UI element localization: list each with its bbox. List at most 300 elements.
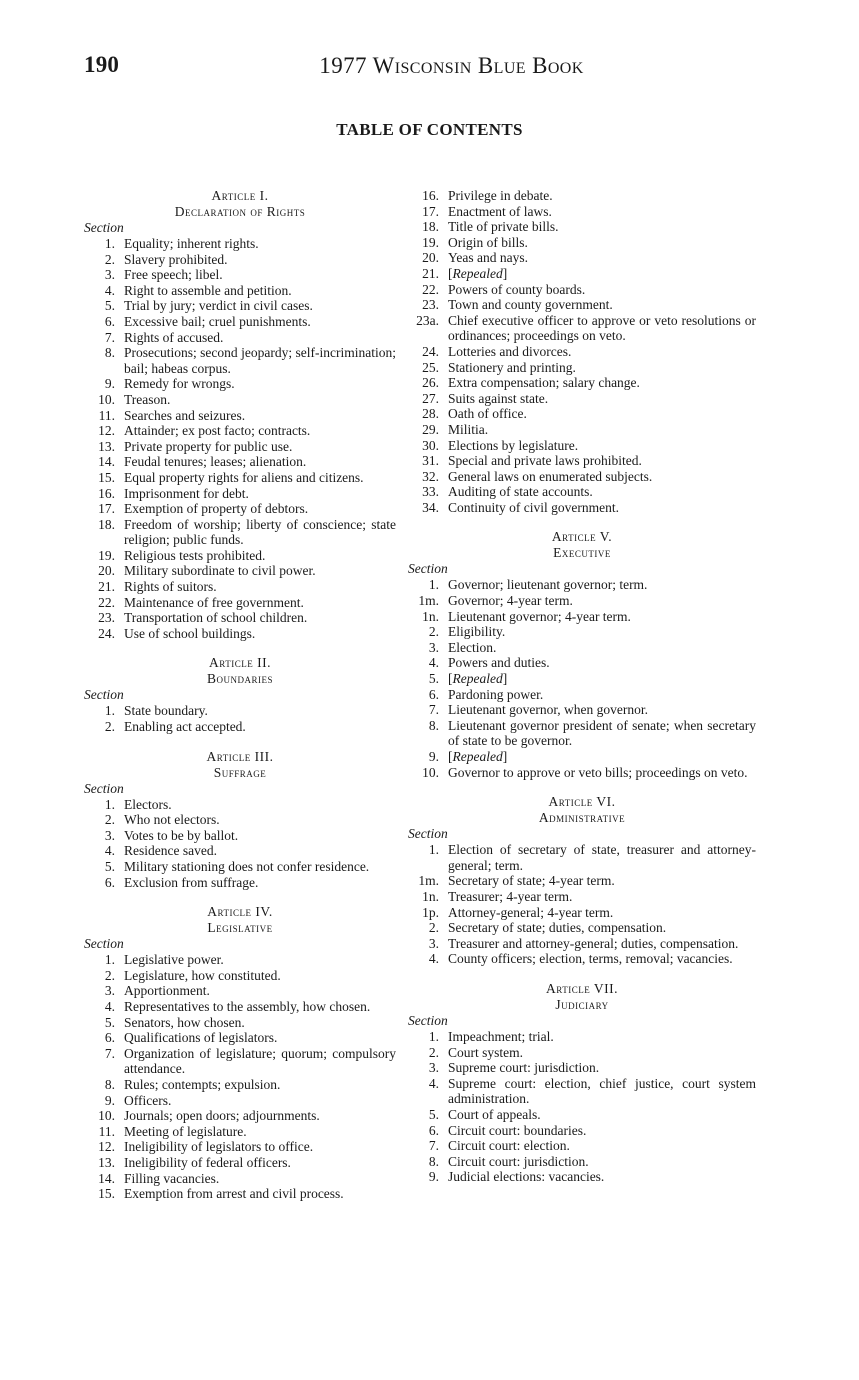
spacer [408, 780, 756, 794]
section-entry-list [84, 952, 396, 1202]
toc-entry-title: Governor to approve or veto bills; proceedings on veto. [448, 764, 748, 780]
toc-entry-number: 5. [428, 1106, 439, 1122]
toc-entry[interactable] [408, 422, 756, 438]
toc-entry[interactable] [408, 655, 756, 671]
running-title-year: 1977 [319, 53, 367, 78]
article-heading-number: Article VII. [546, 980, 618, 996]
toc-entry[interactable] [408, 204, 756, 220]
toc-entry-title: County officers; election, terms, removal; vacancies. [448, 951, 733, 967]
toc-entry-title: Military subordinate to civil power. [124, 563, 316, 579]
toc-entry-number: 5. [104, 1014, 115, 1030]
toc-entry-number: 17. [422, 203, 439, 219]
toc-entry-number: 9. [428, 749, 439, 764]
toc-entry-number: 4. [428, 655, 439, 671]
toc-entry-number: 6. [104, 313, 115, 329]
toc-entry-title: State boundary. [124, 703, 208, 719]
article-heading-name: Legislative [207, 920, 273, 936]
toc-entry-title: Religious tests prohibited. [124, 547, 266, 563]
toc-entry-number: 13. [98, 438, 115, 454]
toc-entry-title: Circuit court: jurisdiction. [448, 1153, 589, 1169]
toc-entry-number: 1. [428, 1028, 439, 1044]
toc-entry-title: Chief executive officer to approve or veto resolutions or ordinances; proceedings on veto. [448, 312, 756, 344]
toc-entry[interactable] [408, 920, 756, 936]
toc-entry[interactable] [408, 297, 756, 313]
toc-entry[interactable] [408, 313, 756, 344]
toc-entry-number: 1m. [418, 593, 439, 609]
article-heading [408, 794, 756, 826]
article-heading [408, 529, 756, 561]
section-entry-list [408, 842, 756, 967]
toc-entry[interactable] [408, 842, 756, 873]
toc-entry[interactable] [84, 1155, 396, 1171]
toc-entry-title: Continuity of civil government. [448, 499, 619, 515]
toc-entry[interactable] [84, 703, 396, 719]
toc-entry[interactable] [84, 470, 396, 486]
toc-entry[interactable] [408, 765, 756, 781]
toc-entry[interactable] [408, 438, 756, 454]
toc-entry-title: Suits against state. [448, 390, 549, 406]
toc-entry-title: Origin of bills. [448, 234, 528, 250]
toc-entry[interactable] [408, 609, 756, 625]
toc-entry-title: Officers. [124, 1092, 172, 1108]
spacer [84, 641, 396, 655]
toc-entry-number: 18. [422, 219, 439, 235]
toc-entry[interactable] [84, 314, 396, 330]
toc-entry-title: Exemption from arrest and civil process. [124, 1186, 344, 1202]
toc-entry-title: Legislature, how constituted. [124, 967, 281, 983]
toc-entry[interactable] [408, 951, 756, 967]
toc-entry-title: Powers of county boards. [448, 281, 586, 297]
toc-entry-number: 8. [428, 717, 439, 733]
section-entry-list [84, 703, 396, 734]
toc-entry-number: 9. [104, 1092, 115, 1108]
toc-entry[interactable] [408, 1107, 756, 1123]
toc-entry-number: 12. [98, 1139, 115, 1155]
toc-entry-title: Legislative power. [124, 952, 224, 968]
toc-entry-number: 25. [422, 359, 439, 375]
toc-entry-number: 23a. [416, 312, 439, 328]
spacer [84, 735, 396, 749]
toc-entry-number: 4. [104, 282, 115, 298]
toc-entry-number: 1p. [422, 904, 439, 920]
toc-entry-number: 15. [98, 469, 115, 485]
toc-entry[interactable] [84, 626, 396, 642]
toc-entry-number: 3. [104, 983, 115, 999]
toc-entry-number: 14. [98, 454, 115, 470]
toc-entry[interactable] [84, 875, 396, 891]
toc-entry[interactable] [84, 423, 396, 439]
toc-entry-number: 6. [428, 686, 439, 702]
toc-entry-number: 9. [428, 1169, 439, 1185]
toc-entry-number: 2. [104, 719, 115, 735]
toc-entry-number: 4. [104, 843, 115, 859]
toc-entry-number: 28. [422, 406, 439, 422]
toc-entry-title: Governor; lieutenant governor; term. [448, 577, 648, 593]
toc-entry[interactable] [408, 391, 756, 407]
toc-entry-number: 3. [104, 827, 115, 843]
toc-entry[interactable] [84, 548, 396, 564]
toc-entry-number: 5. [104, 298, 115, 314]
toc-entry-title: Treason. [124, 391, 171, 407]
toc-entry-title: Maintenance of free government. [124, 594, 304, 610]
toc-entry-title: Slavery prohibited. [124, 251, 228, 267]
toc-entry-title: Who not electors. [124, 812, 220, 828]
toc-entry-title: Free speech; libel. [124, 267, 223, 283]
toc-entry[interactable] [408, 1123, 756, 1139]
right-column [408, 188, 756, 1185]
toc-entry[interactable] [408, 250, 756, 266]
toc-entry[interactable] [408, 936, 756, 952]
toc-entry-title: Ineligibility of federal officers. [124, 1154, 291, 1170]
toc-entry[interactable] [84, 283, 396, 299]
toc-entry[interactable] [408, 344, 756, 360]
toc-entry[interactable] [84, 298, 396, 314]
toc-entry-title: [Repealed] [448, 749, 508, 764]
article-heading-number: Article IV. [207, 904, 273, 920]
toc-entry[interactable] [84, 330, 396, 346]
toc-entry-number: 2. [104, 812, 115, 828]
toc-entry-title: Journals; open doors; adjournments. [124, 1108, 320, 1124]
toc-entry-number: 1m. [418, 873, 439, 889]
toc-entry-number: 23. [98, 610, 115, 626]
toc-entry[interactable] [84, 579, 396, 595]
toc-entry-title: Supreme court: jurisdiction. [448, 1060, 600, 1076]
toc-entry-number: 10. [422, 764, 439, 780]
toc-entry[interactable] [84, 252, 396, 268]
toc-entry-number: 3. [428, 1060, 439, 1076]
toc-entry[interactable] [84, 859, 396, 875]
toc-entry-number: 18. [98, 516, 115, 532]
toc-entry-title: General laws on enumerated subjects. [448, 468, 653, 484]
page-number: 190 [84, 52, 120, 77]
toc-entry[interactable] [408, 889, 756, 905]
toc-entry[interactable] [84, 828, 396, 844]
toc-entry-number: 22. [98, 594, 115, 610]
toc-entry[interactable] [408, 687, 756, 703]
article-heading [84, 188, 396, 220]
toc-entry-number: 7. [428, 1138, 439, 1154]
toc-entry-title: Eligibility. [448, 624, 506, 640]
toc-entry[interactable] [84, 1186, 396, 1202]
toc-entry[interactable] [408, 577, 756, 593]
article-heading-name: Executive [553, 545, 611, 561]
toc-entry[interactable] [408, 484, 756, 500]
toc-entry-title: Court of appeals. [448, 1106, 541, 1122]
toc-entry-title: Elections by legislature. [448, 437, 579, 453]
toc-entry[interactable] [84, 236, 396, 252]
spacer [408, 967, 756, 981]
section-entry-list [408, 577, 756, 780]
toc-entry-number: 16. [422, 188, 439, 203]
toc-entry-title: Lieutenant governor, when governor. [448, 702, 649, 718]
toc-entry[interactable] [84, 952, 396, 968]
toc-entry-number: 3. [104, 267, 115, 283]
article-heading-name: Boundaries [206, 671, 273, 687]
toc-entry-number: 2. [428, 1044, 439, 1060]
toc-entry-title: Freedom of worship; liberty of conscience; state religion; public funds. [124, 516, 396, 548]
toc-entry-title: Circuit court: boundaries. [448, 1122, 587, 1138]
page-header [0, 52, 859, 86]
toc-entry[interactable] [84, 983, 396, 999]
toc-entry-title: Auditing of state accounts. [448, 484, 593, 500]
toc-entry-number: 19. [98, 547, 115, 563]
toc-entry[interactable] [408, 469, 756, 485]
toc-entry-number: 6. [104, 874, 115, 890]
toc-entry[interactable] [408, 624, 756, 640]
toc-entry[interactable] [408, 593, 756, 609]
toc-entry-number: 8. [428, 1153, 439, 1169]
toc-entry[interactable] [84, 843, 396, 859]
article-heading-name: Suffrage [213, 764, 267, 780]
toc-entry-title: Impeachment; trial. [448, 1028, 554, 1044]
toc-entry-title: Court system. [448, 1044, 524, 1060]
toc-entry-title: Supreme court: election, chief justice, court system administration. [448, 1075, 756, 1107]
toc-entry[interactable] [84, 610, 396, 626]
toc-entry-title: Imprisonment for debt. [124, 485, 249, 501]
toc-entry-number: 27. [422, 390, 439, 406]
toc-entry[interactable] [408, 453, 756, 469]
toc-entry[interactable] [84, 968, 396, 984]
article-heading-number: Article V. [551, 529, 613, 545]
toc-entry-number: 23. [422, 297, 439, 313]
toc-entry[interactable] [408, 1154, 756, 1170]
toc-entry-title: Excessive bail; cruel punishments. [124, 313, 311, 329]
section-label: Section [84, 687, 124, 703]
toc-entry-title: Rights of accused. [124, 329, 224, 345]
section-entry-list [84, 236, 396, 641]
toc-entry[interactable] [84, 797, 396, 813]
toc-entry-number: 2. [428, 920, 439, 936]
toc-entry-number: 17. [98, 501, 115, 517]
toc-entry-number: 22. [422, 281, 439, 297]
toc-entry-title: Secretary of state; duties, compensation. [448, 920, 667, 936]
toc-entry[interactable] [408, 749, 756, 765]
section-label: Section [84, 936, 124, 952]
toc-entry-title: Feudal tenures; leases; alienation. [124, 454, 307, 470]
section-entry-list [408, 188, 756, 515]
toc-entry[interactable] [84, 501, 396, 517]
section-entry-list [84, 797, 396, 891]
toc-entry-title: Private property for public use. [124, 438, 293, 454]
toc-entry[interactable] [84, 1077, 396, 1093]
toc-entry-number: 29. [422, 421, 439, 437]
toc-entry[interactable] [408, 266, 756, 282]
toc-entry-title: Rules; contempts; expulsion. [124, 1076, 281, 1092]
toc-entry-title: Trial by jury; verdict in civil cases. [124, 298, 313, 314]
toc-entry[interactable] [84, 812, 396, 828]
toc-entry[interactable] [84, 1015, 396, 1031]
toc-entry[interactable] [84, 392, 396, 408]
toc-entry-number: 19. [422, 234, 439, 250]
toc-entry-number: 7. [104, 1045, 115, 1061]
toc-entry-title: Votes to be by ballot. [124, 827, 239, 843]
toc-entry-number: 8. [104, 1076, 115, 1092]
toc-entry[interactable] [408, 188, 756, 204]
toc-entry-number: 13. [98, 1154, 115, 1170]
toc-entry-title: Secretary of state; 4-year term. [448, 873, 615, 889]
toc-entry-number: 30. [422, 437, 439, 453]
toc-entry-title: [Repealed] [448, 671, 508, 687]
running-title-text: Wisconsin Blue Book [372, 53, 584, 78]
toc-entry-title: Special and private laws prohibited. [448, 453, 642, 469]
article-heading-number: Article VI. [548, 794, 616, 810]
running-title [0, 53, 859, 79]
toc-entry[interactable] [84, 1108, 396, 1124]
toc-entry-number: 2. [104, 967, 115, 983]
toc-entry-title: Searches and seizures. [124, 407, 246, 423]
section-label: Section [84, 220, 124, 235]
article-heading [84, 655, 396, 687]
toc-entry-title: Oath of office. [448, 406, 527, 422]
toc-entry-number: 1. [104, 952, 115, 968]
toc-entry-number: 11. [98, 1123, 115, 1139]
toc-entry-number: 34. [422, 499, 439, 515]
toc-entry-title: Election of secretary of state, treasurer and attorney-general; term. [448, 842, 756, 873]
toc-entry[interactable] [408, 360, 756, 376]
article-heading [84, 904, 396, 936]
toc-entry[interactable] [408, 702, 756, 718]
toc-entry-number: 6. [104, 1030, 115, 1046]
section-label: Section [408, 826, 448, 842]
toc-entry[interactable] [408, 235, 756, 251]
article-heading-number: Article III. [206, 748, 274, 764]
toc-entry[interactable] [84, 454, 396, 470]
toc-entry-number: 8. [104, 345, 115, 361]
toc-entry-title: Militia. [448, 421, 489, 437]
toc-entry-number: 9. [104, 376, 115, 392]
toc-entry-title: Residence saved. [124, 843, 217, 859]
page-title: TABLE OF CONTENTS [336, 120, 523, 139]
toc-entry-title: Prosecutions; second jeopardy; self-incrimination; bail; habeas corpus. [124, 345, 396, 376]
toc-entry-title: Privilege in debate. [448, 188, 553, 203]
toc-entry-number: 32. [422, 468, 439, 484]
toc-entry-title: Town and county government. [448, 297, 613, 313]
toc-entry-title: Treasurer and attorney-general; duties, compensation. [448, 935, 739, 951]
article-heading-name: Judiciary [555, 996, 609, 1012]
toc-entry[interactable] [408, 375, 756, 391]
toc-entry[interactable] [84, 486, 396, 502]
toc-entry-title: Right to assemble and petition. [124, 282, 292, 298]
toc-entry-number: 6. [428, 1122, 439, 1138]
article-heading [408, 981, 756, 1013]
toc-entry-number: 10. [98, 391, 115, 407]
toc-entry[interactable] [84, 376, 396, 392]
toc-entry-title: Powers and duties. [448, 655, 550, 671]
toc-entry-number: 1. [104, 236, 115, 251]
toc-entry-number: 7. [428, 702, 439, 718]
toc-entry-title: Use of school buildings. [124, 625, 256, 641]
toc-entry[interactable] [408, 873, 756, 889]
toc-entry-number: 11. [98, 407, 115, 423]
toc-entry-number: 21. [422, 265, 439, 281]
toc-entry-title: Enabling act accepted. [124, 719, 246, 735]
spacer [408, 515, 756, 529]
toc-entry[interactable] [84, 563, 396, 579]
toc-entry[interactable] [408, 406, 756, 422]
toc-entry-title: Title of private bills. [448, 219, 559, 235]
spacer [84, 890, 396, 904]
toc-entry-number: 3. [428, 639, 439, 655]
toc-entry-number: 5. [428, 671, 439, 687]
toc-entry-title: Judicial elections: vacancies. [448, 1169, 605, 1185]
toc-entry-title: [Repealed] [448, 265, 508, 281]
toc-entry-title: Apportionment. [124, 983, 210, 999]
toc-entry[interactable] [408, 219, 756, 235]
toc-entry[interactable] [84, 439, 396, 455]
toc-entry-title: Filling vacancies. [124, 1170, 220, 1186]
toc-entry[interactable] [408, 1060, 756, 1076]
toc-entry-title: Extra compensation; salary change. [448, 375, 640, 391]
toc-entry[interactable] [408, 1029, 756, 1045]
toc-entry-number: 15. [98, 1186, 115, 1202]
toc-entry[interactable] [408, 1076, 756, 1107]
toc-entry[interactable] [84, 1046, 396, 1077]
toc-entry[interactable] [408, 1045, 756, 1061]
article-heading-number: Article I. [211, 188, 269, 203]
toc-entry-title: Transportation of school children. [124, 610, 308, 626]
toc-entry-number: 1n. [422, 608, 439, 624]
toc-entry[interactable] [84, 267, 396, 283]
toc-entry[interactable] [84, 999, 396, 1015]
toc-entry-number: 1. [104, 796, 115, 812]
toc-entry-number: 5. [104, 859, 115, 874]
toc-entry-number: 1. [428, 577, 439, 593]
toc-entry[interactable] [84, 1139, 396, 1155]
toc-entry-title: Senators, how chosen. [124, 1014, 245, 1030]
toc-entry-title: Attorney-general; 4-year term. [448, 904, 614, 920]
toc-entry-title: Attainder; ex post facto; contracts. [124, 423, 311, 439]
toc-entry-number: 10. [98, 1108, 115, 1124]
toc-entry-number: 20. [422, 250, 439, 266]
toc-entry-number: 14. [98, 1170, 115, 1186]
toc-entry-number: 24. [98, 625, 115, 641]
toc-entry-number: 1. [104, 703, 115, 719]
toc-entry[interactable] [408, 671, 756, 687]
toc-entry-number: 31. [422, 453, 439, 469]
toc-entry-title: Election. [448, 639, 497, 655]
article-heading-name: Administrative [538, 810, 626, 826]
section-label: Section [408, 561, 448, 577]
toc-entry[interactable] [84, 517, 396, 548]
toc-entry-title: Qualifications of legislators. [124, 1030, 278, 1046]
toc-entry[interactable] [84, 1171, 396, 1187]
toc-entry[interactable] [84, 1030, 396, 1046]
toc-entry[interactable] [408, 1169, 756, 1185]
toc-entry[interactable] [84, 408, 396, 424]
toc-entry-title: Governor; 4-year term. [448, 593, 573, 609]
toc-entry-number: 16. [98, 485, 115, 501]
toc-entry-number: 7. [104, 329, 115, 345]
toc-entry[interactable] [408, 718, 756, 749]
toc-entry[interactable] [408, 500, 756, 516]
toc-entry-number: 1n. [422, 888, 439, 904]
article-heading-number: Article II. [209, 655, 271, 671]
toc-entry[interactable] [84, 595, 396, 611]
left-column [84, 188, 396, 1202]
toc-entry[interactable] [84, 1093, 396, 1109]
toc-entry[interactable] [408, 1138, 756, 1154]
toc-entry-title: Lieutenant governor president of senate; when secretary of state to be governor. [448, 717, 756, 749]
toc-entry[interactable] [408, 905, 756, 921]
toc-entry-title: Organization of legislature; quorum; compulsory attendance. [124, 1045, 396, 1077]
toc-entry-title: Lieutenant governor; 4-year term. [448, 608, 631, 624]
toc-entry[interactable] [408, 282, 756, 298]
toc-entry[interactable] [84, 719, 396, 735]
toc-entry[interactable] [84, 1124, 396, 1140]
toc-entry[interactable] [408, 640, 756, 656]
toc-entry-number: 33. [422, 484, 439, 500]
toc-entry[interactable] [84, 345, 396, 376]
